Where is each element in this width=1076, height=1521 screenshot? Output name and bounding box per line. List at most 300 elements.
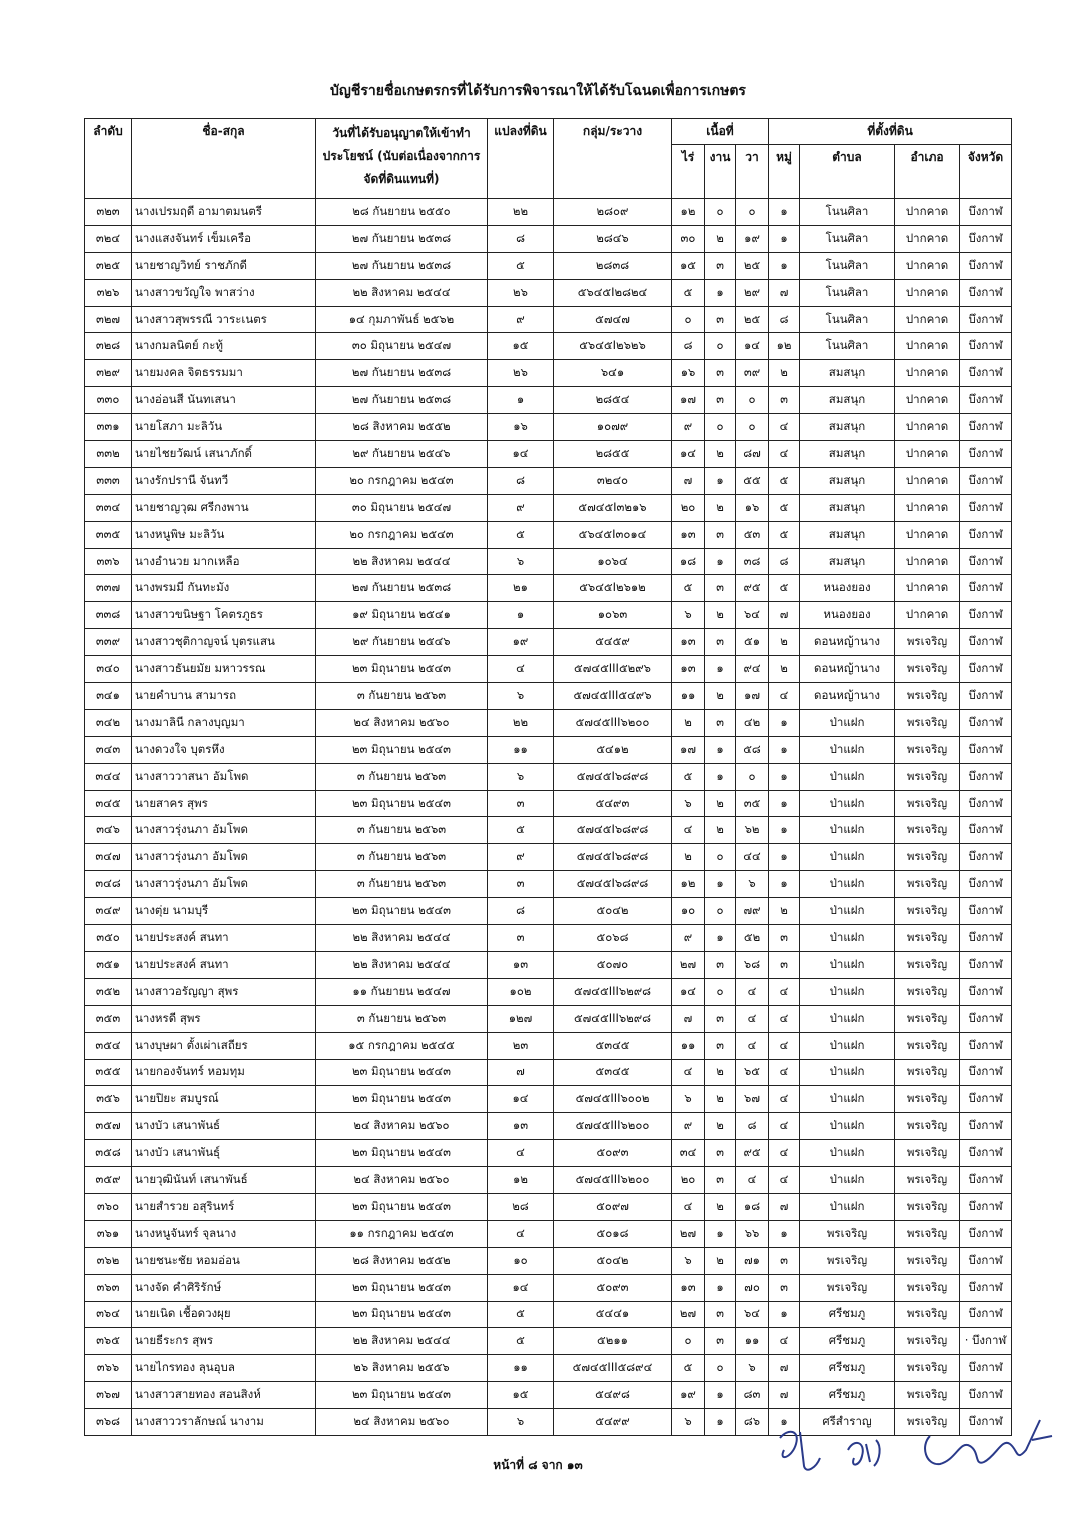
cell-no: ๓๔๒ <box>85 709 132 736</box>
cell-moo: ๓ <box>769 1274 800 1301</box>
cell-ngan: ๒ <box>705 441 736 468</box>
cell-ngan: ๐ <box>705 333 736 360</box>
cell-no: ๓๒๘ <box>85 333 132 360</box>
cell-wa: ๕๓ <box>736 521 769 548</box>
cell-moo: ๕ <box>769 575 800 602</box>
cell-no: ๓๔๙ <box>85 898 132 925</box>
cell-name: นางมาลินี กลางบุญมา <box>132 709 316 736</box>
cell-amphoe: พรเจริญ <box>895 1193 960 1220</box>
cell-rai: ๑๔ <box>672 441 705 468</box>
cell-date: ๑๔ กุมภาพันธ์ ๒๕๖๒ <box>316 306 488 333</box>
cell-no: ๓๕๐ <box>85 925 132 952</box>
cell-tambon: โนนศิลา <box>800 199 895 226</box>
cell-plot: ๖ <box>488 548 554 575</box>
cell-wa: ๙๕ <box>736 1140 769 1167</box>
cell-amphoe: พรเจริญ <box>895 925 960 952</box>
cell-ngan: ๑ <box>705 548 736 575</box>
cell-moo: ๑๒ <box>769 333 800 360</box>
cell-moo: ๑ <box>769 1301 800 1328</box>
header-date: วันที่ได้รับอนุญาตให้เข้าทำประโยชน์ (นับต่อเนื่องจากการจัดที่ดินแทนที่) <box>316 119 488 199</box>
cell-no: ๓๔๕ <box>85 790 132 817</box>
cell-rai: ๙ <box>672 925 705 952</box>
cell-date: ๒๒ สิงหาคม ๒๕๔๔ <box>316 548 488 575</box>
cell-tambon: ดอนหญ้านาง <box>800 683 895 710</box>
cell-amphoe: ปากคาด <box>895 548 960 575</box>
cell-tambon: หนองยอง <box>800 602 895 629</box>
cell-no: ๓๒๕ <box>85 252 132 279</box>
cell-wa: ๔ <box>736 1032 769 1059</box>
cell-tambon: พรเจริญ <box>800 1247 895 1274</box>
cell-name: นางรักปรานี จันทวี <box>132 467 316 494</box>
cell-moo: ๒ <box>769 898 800 925</box>
cell-ngan: ๓ <box>705 575 736 602</box>
cell-group: ๕๗๔๕I๖๘๙๘ <box>554 844 672 871</box>
cell-rai: ๒๗ <box>672 951 705 978</box>
cell-rai: ๑๖ <box>672 360 705 387</box>
cell-rai: ๑๓ <box>672 1274 705 1301</box>
cell-ngan: ๓ <box>705 1032 736 1059</box>
cell-ngan: ๑ <box>705 1274 736 1301</box>
table-row <box>85 1113 1012 1140</box>
cell-wa: ๖๘ <box>736 951 769 978</box>
cell-name: นางอำนวย มากเหลือ <box>132 548 316 575</box>
cell-rai: ๖ <box>672 602 705 629</box>
cell-group: ๕๗๔๕I๓๒๑๖ <box>554 494 672 521</box>
cell-moo: ๔ <box>769 414 800 441</box>
cell-province: บึงกาฬ <box>960 1005 1012 1032</box>
cell-date: ๓ กันยายน ๒๕๖๓ <box>316 763 488 790</box>
cell-date: ๓ กันยายน ๒๕๖๓ <box>316 683 488 710</box>
cell-amphoe: พรเจริญ <box>895 736 960 763</box>
cell-plot: ๖ <box>488 1409 554 1436</box>
cell-no: ๓๖๔ <box>85 1301 132 1328</box>
cell-tambon: ป่าแฝก <box>800 978 895 1005</box>
cell-amphoe: พรเจริญ <box>895 1113 960 1140</box>
cell-wa: ๐ <box>736 199 769 226</box>
cell-no: ๓๔๖ <box>85 817 132 844</box>
cell-rai: ๑๘ <box>672 548 705 575</box>
cell-amphoe: พรเจริญ <box>895 683 960 710</box>
cell-no: ๓๓๒ <box>85 441 132 468</box>
table-row <box>85 817 1012 844</box>
cell-plot: ๑๒๗ <box>488 1005 554 1032</box>
cell-no: ๓๒๖ <box>85 279 132 306</box>
cell-moo: ๑ <box>769 252 800 279</box>
table-row <box>85 951 1012 978</box>
cell-group: ๕๗๔๕III๖๒๐๐ <box>554 709 672 736</box>
cell-name: นายโสภา มะลิวัน <box>132 414 316 441</box>
cell-date: ๑๕ กรกฎาคม ๒๕๔๕ <box>316 1032 488 1059</box>
cell-name: นางหนูจันทร์ จุลนาง <box>132 1220 316 1247</box>
cell-ngan: ๓ <box>705 387 736 414</box>
cell-wa: ๔ <box>736 1005 769 1032</box>
cell-province: บึงกาฬ <box>960 1193 1012 1220</box>
cell-tambon: ป่าแฝก <box>800 1005 895 1032</box>
cell-province: บึงกาฬ <box>960 387 1012 414</box>
cell-amphoe: พรเจริญ <box>895 1328 960 1355</box>
cell-tambon: โนนศิลา <box>800 306 895 333</box>
cell-amphoe: พรเจริญ <box>895 1086 960 1113</box>
cell-plot: ๑๔ <box>488 1274 554 1301</box>
cell-plot: ๒๒ <box>488 199 554 226</box>
cell-wa: ๕๕ <box>736 467 769 494</box>
cell-moo: ๑ <box>769 1409 800 1436</box>
table-row <box>85 1382 1012 1409</box>
cell-group: ๕๗๔๕III๖๒๙๘ <box>554 1005 672 1032</box>
cell-amphoe: ปากคาด <box>895 494 960 521</box>
cell-group: ๑๐๖๔ <box>554 548 672 575</box>
table-row <box>85 871 1012 898</box>
cell-rai: ๖ <box>672 1409 705 1436</box>
cell-amphoe: พรเจริญ <box>895 709 960 736</box>
cell-plot: ๘ <box>488 898 554 925</box>
cell-province: บึงกาฬ <box>960 951 1012 978</box>
cell-group: ๕๗๔๕I๖๘๙๘ <box>554 763 672 790</box>
table-row <box>85 441 1012 468</box>
cell-name: นางสาวสุพรรณี วาระเนตร <box>132 306 316 333</box>
cell-name: นางจัด คำศิริรักษ์ <box>132 1274 316 1301</box>
cell-moo: ๓ <box>769 387 800 414</box>
table-row <box>85 1274 1012 1301</box>
cell-name: นางสาวขวัญใจ พาสว่าง <box>132 279 316 306</box>
cell-ngan: ๑ <box>705 656 736 683</box>
cell-moo: ๑ <box>769 844 800 871</box>
cell-ngan: ๓ <box>705 521 736 548</box>
cell-rai: ๔ <box>672 817 705 844</box>
cell-rai: ๒๗ <box>672 1220 705 1247</box>
cell-amphoe: พรเจริญ <box>895 1032 960 1059</box>
cell-moo: ๕ <box>769 494 800 521</box>
cell-group: ๖๔๑ <box>554 360 672 387</box>
cell-plot: ๑๙ <box>488 629 554 656</box>
cell-plot: ๑ <box>488 602 554 629</box>
cell-wa: ๒๕ <box>736 252 769 279</box>
cell-moo: ๒ <box>769 360 800 387</box>
cell-plot: ๘ <box>488 225 554 252</box>
cell-no: ๓๒๗ <box>85 306 132 333</box>
cell-name: นางสาวชุติกาญจน์ บุตรแสน <box>132 629 316 656</box>
cell-wa: ๗๙ <box>736 898 769 925</box>
cell-ngan: ๒ <box>705 1086 736 1113</box>
cell-date: ๑๑ กรกฎาคม ๒๕๔๓ <box>316 1220 488 1247</box>
table-row <box>85 790 1012 817</box>
cell-group: ๒๘๕๕ <box>554 441 672 468</box>
cell-name: นางกมลนิตย์ กะทู้ <box>132 333 316 360</box>
cell-rai: ๒๗ <box>672 1301 705 1328</box>
cell-amphoe: พรเจริญ <box>895 1301 960 1328</box>
cell-moo: ๔ <box>769 1140 800 1167</box>
table-row <box>85 1193 1012 1220</box>
cell-rai: ๑๒ <box>672 199 705 226</box>
cell-no: ๓๖๗ <box>85 1382 132 1409</box>
cell-name: นางบุษผา ตั้งเผ่าเสถียร <box>132 1032 316 1059</box>
cell-province: บึงกาฬ <box>960 1274 1012 1301</box>
cell-rai: ๔ <box>672 1059 705 1086</box>
cell-wa: ๖ <box>736 871 769 898</box>
cell-plot: ๑๖ <box>488 414 554 441</box>
table-row <box>85 494 1012 521</box>
cell-name: นางสาวรุ่งนภา อัมโพด <box>132 844 316 871</box>
cell-name: นางแสงจันทร์ เข็มเครือ <box>132 225 316 252</box>
cell-group: ๕๐๖๘ <box>554 925 672 952</box>
cell-amphoe: ปากคาด <box>895 199 960 226</box>
cell-province: บึงกาฬ <box>960 1355 1012 1382</box>
cell-rai: ๑๓ <box>672 521 705 548</box>
cell-no: ๓๒๙ <box>85 360 132 387</box>
cell-name: นายชาญวิทย์ ราชภักดี <box>132 252 316 279</box>
cell-plot: ๘ <box>488 467 554 494</box>
cell-amphoe: พรเจริญ <box>895 1140 960 1167</box>
cell-tambon: ป่าแฝก <box>800 709 895 736</box>
cell-tambon: ป่าแฝก <box>800 1140 895 1167</box>
table-row <box>85 736 1012 763</box>
cell-plot: ๑๔ <box>488 1086 554 1113</box>
cell-no: ๓๓๓ <box>85 467 132 494</box>
cell-tambon: ป่าแฝก <box>800 736 895 763</box>
cell-date: ๒๗ กันยายน ๒๕๓๘ <box>316 252 488 279</box>
cell-amphoe: พรเจริญ <box>895 1247 960 1274</box>
cell-date: ๒๓ มิถุนายน ๒๕๔๓ <box>316 1382 488 1409</box>
cell-tambon: ป่าแฝก <box>800 844 895 871</box>
cell-group: ๕๓๔๕ <box>554 1032 672 1059</box>
cell-province: บึงกาฬ <box>960 1409 1012 1436</box>
cell-plot: ๓ <box>488 871 554 898</box>
cell-rai: ๒๐ <box>672 1167 705 1194</box>
cell-group: ๕๖๔๕I๓๐๑๔ <box>554 521 672 548</box>
cell-province: บึงกาฬ <box>960 1086 1012 1113</box>
cell-date: ๒๓ มิถุนายน ๒๕๔๓ <box>316 656 488 683</box>
cell-plot: ๒๖ <box>488 279 554 306</box>
cell-rai: ๔ <box>672 1193 705 1220</box>
table-row <box>85 225 1012 252</box>
cell-group: ๒๘๕๔ <box>554 387 672 414</box>
cell-date: ๒๔ สิงหาคม ๒๕๖๐ <box>316 1167 488 1194</box>
cell-group: ๕๗๔๕III๖๒๙๘ <box>554 978 672 1005</box>
header-name: ชื่อ-สกุล <box>132 119 316 199</box>
cell-no: ๓๔๘ <box>85 871 132 898</box>
cell-rai: ๖ <box>672 1247 705 1274</box>
cell-tambon: ป่าแฝก <box>800 1032 895 1059</box>
cell-wa: ๓๘ <box>736 548 769 575</box>
cell-no: ๓๓๗ <box>85 575 132 602</box>
cell-amphoe: พรเจริญ <box>895 871 960 898</box>
cell-ngan: ๐ <box>705 414 736 441</box>
cell-province: บึงกาฬ <box>960 736 1012 763</box>
cell-name: นายไกรทอง ลุนอุบล <box>132 1355 316 1382</box>
cell-rai: ๑๓ <box>672 629 705 656</box>
cell-moo: ๔ <box>769 1113 800 1140</box>
cell-plot: ๑๑ <box>488 736 554 763</box>
cell-wa: ๔๔ <box>736 844 769 871</box>
cell-tambon: ป่าแฝก <box>800 871 895 898</box>
cell-plot: ๑๓ <box>488 1113 554 1140</box>
cell-date: ๒๗ กันยายน ๒๕๓๘ <box>316 575 488 602</box>
table-row <box>85 467 1012 494</box>
cell-province: บึงกาฬ <box>960 1113 1012 1140</box>
cell-tambon: สมสนุก <box>800 441 895 468</box>
cell-plot: ๔ <box>488 656 554 683</box>
cell-moo: ๓ <box>769 1247 800 1274</box>
cell-no: ๓๓๙ <box>85 629 132 656</box>
cell-tambon: สมสนุก <box>800 360 895 387</box>
cell-rai: ๕ <box>672 279 705 306</box>
cell-tambon: โนนศิลา <box>800 252 895 279</box>
cell-no: ๓๔๗ <box>85 844 132 871</box>
cell-ngan: ๑ <box>705 1409 736 1436</box>
cell-ngan: ๓ <box>705 252 736 279</box>
header-plot: แปลงที่ดิน <box>488 119 554 199</box>
cell-group: ๕๐๙๗ <box>554 1193 672 1220</box>
cell-plot: ๒๓ <box>488 1032 554 1059</box>
cell-rai: ๑๓ <box>672 656 705 683</box>
table-row <box>85 709 1012 736</box>
cell-amphoe: ปากคาด <box>895 252 960 279</box>
cell-group: ๕๔๙๘ <box>554 1382 672 1409</box>
cell-wa: ๑๙ <box>736 225 769 252</box>
cell-no: ๓๓๔ <box>85 494 132 521</box>
cell-province: บึงกาฬ <box>960 521 1012 548</box>
cell-name: นางบัว เสนาพันธุ์ <box>132 1140 316 1167</box>
table-row <box>85 763 1012 790</box>
header-ngan: งาน <box>705 145 736 199</box>
cell-plot: ๑๔ <box>488 441 554 468</box>
cell-ngan: ๐ <box>705 978 736 1005</box>
cell-wa: ๙๔ <box>736 656 769 683</box>
cell-province: บึงกาฬ <box>960 790 1012 817</box>
cell-rai: ๙ <box>672 414 705 441</box>
cell-province: บึงกาฬ <box>960 898 1012 925</box>
cell-amphoe: ปากคาด <box>895 306 960 333</box>
cell-province: บึงกาฬ <box>960 871 1012 898</box>
cell-province: บึงกาฬ <box>960 817 1012 844</box>
cell-amphoe: ปากคาด <box>895 414 960 441</box>
cell-amphoe: พรเจริญ <box>895 951 960 978</box>
cell-wa: ๕๑ <box>736 629 769 656</box>
cell-rai: ๑๒ <box>672 871 705 898</box>
cell-tambon: ศรีสำราญ <box>800 1409 895 1436</box>
cell-ngan: ๒ <box>705 1193 736 1220</box>
cell-group: ๕๐๔๒ <box>554 1247 672 1274</box>
cell-date: ๓ กันยายน ๒๕๖๓ <box>316 844 488 871</box>
cell-no: ๓๔๓ <box>85 736 132 763</box>
cell-group: ๒๘๓๘ <box>554 252 672 279</box>
cell-tambon: ป่าแฝก <box>800 951 895 978</box>
header-location: ที่ตั้งที่ดิน <box>769 119 1012 145</box>
cell-date: ๒๒ สิงหาคม ๒๕๔๔ <box>316 951 488 978</box>
cell-tambon: สมสนุก <box>800 414 895 441</box>
cell-no: ๓๕๑ <box>85 951 132 978</box>
cell-plot: ๓ <box>488 925 554 952</box>
cell-amphoe: พรเจริญ <box>895 1059 960 1086</box>
cell-ngan: ๒ <box>705 817 736 844</box>
cell-name: นายวุฒินันท์ เสนาพันธ์ <box>132 1167 316 1194</box>
cell-amphoe: ปากคาด <box>895 360 960 387</box>
cell-group: ๑๐๖๓ <box>554 602 672 629</box>
cell-ngan: ๓ <box>705 951 736 978</box>
cell-name: นายไชยวัฒน์ เสนาภักดิ์ <box>132 441 316 468</box>
cell-ngan: ๒ <box>705 1247 736 1274</box>
cell-no: ๓๒๔ <box>85 225 132 252</box>
cell-name: นางสาวรุ่งนภา อัมโพด <box>132 871 316 898</box>
cell-plot: ๙ <box>488 306 554 333</box>
cell-province: บึงกาฬ <box>960 844 1012 871</box>
cell-wa: ๔ <box>736 1167 769 1194</box>
cell-province: บึงกาฬ <box>960 414 1012 441</box>
cell-name: นางสาวรุ่งนภา อัมโพด <box>132 817 316 844</box>
cell-amphoe: พรเจริญ <box>895 1409 960 1436</box>
cell-group: ๒๘๔๖ <box>554 225 672 252</box>
table-row <box>85 656 1012 683</box>
cell-wa: ๐ <box>736 763 769 790</box>
cell-amphoe: ปากคาด <box>895 521 960 548</box>
cell-group: ๕๗๔๗ <box>554 306 672 333</box>
cell-wa: ๐ <box>736 387 769 414</box>
cell-ngan: ๓ <box>705 1301 736 1328</box>
cell-ngan: ๐ <box>705 844 736 871</box>
cell-tambon: ศรีชมภู <box>800 1301 895 1328</box>
cell-wa: ๒๙ <box>736 279 769 306</box>
cell-plot: ๒๑ <box>488 575 554 602</box>
cell-wa: ๕๘ <box>736 736 769 763</box>
cell-date: ๒๘ สิงหาคม ๒๕๕๒ <box>316 414 488 441</box>
cell-wa: ๗๑ <box>736 1247 769 1274</box>
table-row <box>85 629 1012 656</box>
cell-province: บึงกาฬ <box>960 199 1012 226</box>
cell-no: ๓๓๘ <box>85 602 132 629</box>
handwritten-signatures <box>770 1410 1060 1490</box>
table-row <box>85 978 1012 1005</box>
cell-ngan: ๓ <box>705 1140 736 1167</box>
cell-province: บึงกาฬ <box>960 1247 1012 1274</box>
cell-moo: ๕ <box>769 467 800 494</box>
cell-ngan: ๒ <box>705 494 736 521</box>
cell-no: ๓๕๗ <box>85 1113 132 1140</box>
cell-moo: ๗ <box>769 602 800 629</box>
cell-rai: ๐ <box>672 1328 705 1355</box>
cell-tambon: ป่าแฝก <box>800 790 895 817</box>
cell-rai: ๑๐ <box>672 898 705 925</box>
table-row <box>85 844 1012 871</box>
table-row <box>85 1247 1012 1274</box>
cell-rai: ๑๔ <box>672 978 705 1005</box>
cell-name: นายสาคร สุพร <box>132 790 316 817</box>
cell-plot: ๒๖ <box>488 360 554 387</box>
cell-moo: ๔ <box>769 1328 800 1355</box>
cell-province: บึงกาฬ <box>960 656 1012 683</box>
cell-province: บึงกาฬ <box>960 1301 1012 1328</box>
cell-moo: ๗ <box>769 1382 800 1409</box>
cell-tambon: สมสนุก <box>800 494 895 521</box>
cell-rai: ๑๗ <box>672 387 705 414</box>
table-row <box>85 1301 1012 1328</box>
cell-tambon: ป่าแฝก <box>800 1193 895 1220</box>
cell-name: นางสาวธันยมัย มหาวรรณ <box>132 656 316 683</box>
cell-name: นายชาญวุฒ ศรีกงพาน <box>132 494 316 521</box>
table-row <box>85 1059 1012 1086</box>
cell-group: ๕๖๔๕I๒๖๑๒ <box>554 575 672 602</box>
cell-no: ๓๖๑ <box>85 1220 132 1247</box>
cell-moo: ๓ <box>769 951 800 978</box>
cell-wa: ๔ <box>736 978 769 1005</box>
cell-date: ๒๔ สิงหาคม ๒๕๖๐ <box>316 1409 488 1436</box>
cell-plot: ๑๐๒ <box>488 978 554 1005</box>
cell-amphoe: พรเจริญ <box>895 1167 960 1194</box>
cell-tambon: โนนศิลา <box>800 333 895 360</box>
cell-province: บึงกาฬ <box>960 467 1012 494</box>
cell-plot: ๑๕ <box>488 333 554 360</box>
cell-tambon: ป่าแฝก <box>800 1059 895 1086</box>
cell-group: ๕๗๔๕III๖๒๐๐ <box>554 1113 672 1140</box>
